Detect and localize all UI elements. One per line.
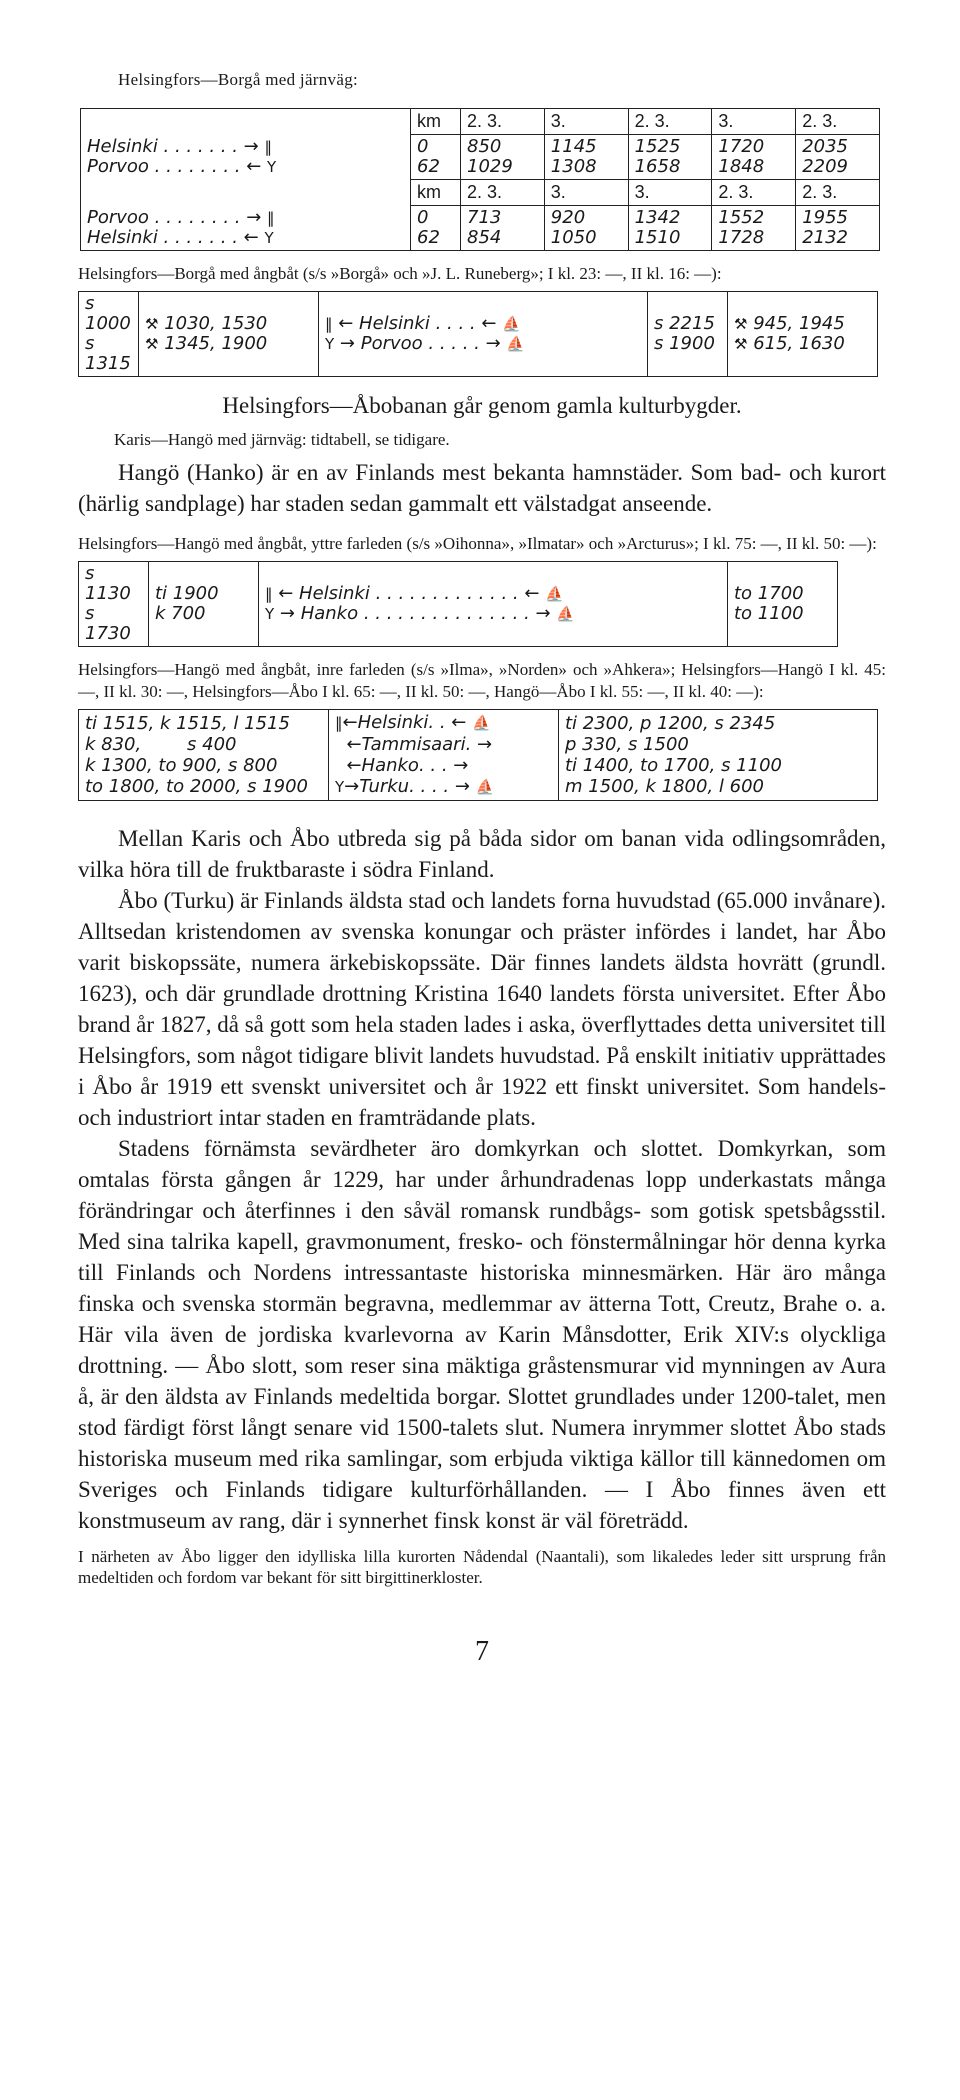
rail-heading: Helsingfors—Borgå med järnväg: [118,70,359,89]
crossed-hammers-icon: ⚒ [734,335,748,353]
station-label: ← Helsinki . . . . ← [338,313,497,334]
time-value: k 1300, to 900, s 800 [85,755,278,776]
time-value: to 1100 [734,603,804,624]
table-header: 3. [544,180,628,206]
table-row [81,135,880,180]
station-label: ←Tammisaari. → [346,734,493,755]
station-label: Porvoo . . . . . . . . ← [87,156,262,177]
time-value: 945, 1945 [753,313,845,334]
time-cell [628,135,712,180]
station-label: Helsinki . . . . . . . → [87,136,259,157]
station-label: ← Helsinki . . . . . . . . . . . . . ← [278,583,540,604]
station-label: ←Hanko. . . → [346,755,469,776]
rail-symbol-icon: Y [335,778,345,796]
time-value: 920 [550,207,586,228]
time-value: 2035 [802,136,848,157]
time-value: s 1900 [654,333,715,354]
paragraph: Stadens förnämsta sevärdheter äro domkyrkan och slottet. Domkyrkan, som omtalas första gången år 1229, har under århundradenas lopp underkastats många förändringar och återfinnes i den såväl romansk rundbågs- som gotisk spetsbågsstil. Med sina talrika kapell, gravmonument, fresko- och fönstermålningar hör denna kyrka till Finlands och Nordens intressantaste historiska minnesmärken. Här äro många finska och svenska stormän begravna, medlemmar av ätterna Tott, Creutz, Brahe o. a. Här vila även de jordiska kvarlevorna av Karin Månsdotter, Erik XIV:s olyckliga drottning. — Åbo slott, som reser sina mäktiga gråstensmurar vid mynningen av Aura å, är den äldsta av Finlands medeltida borgar. Slottet grundlades under 1200-talet, men stod färdigt först långt senare vid 1500-talets slut. Numera inrymmer slottet Åbo stads historiska museum med rika samlingar, som erbjuda viktiga källor till kännedomen om Sveriges och Finlands tidigare kulturförhållanden. — I Åbo finnes även ett konstmuseum av rang, där i synnerhet finsk konst är väl företrädd. [78,1136,886,1533]
note-boat-borga: Helsingfors—Borgå med ångbåt (s/s »Borgå» och »J. L. Runeberg»; I kl. 23: —, II kl. 16: —): [78,264,722,283]
ship-icon: ⛵ [556,605,575,623]
time-value: 850 [467,136,502,157]
rail-header-row-1 [81,109,880,135]
ship-icon: ⛵ [475,778,495,796]
time-cell [544,135,628,180]
table-header: 2. 3. [712,180,796,206]
time-cell [728,562,838,647]
time-value: to 1700 [734,583,804,604]
table-header: 2. 3. [796,180,880,206]
station-label: →Turku. . . . → [344,776,470,797]
table-header: 3. [712,109,796,135]
station-label: Porvoo . . . . . . . . → [87,206,262,228]
table-header: 2. 3. [461,180,545,206]
station-label: → Porvoo . . . . . → [339,333,501,354]
time-cell [728,292,878,377]
station-cell [319,292,648,377]
station-label: ←Helsinki. . ← [342,712,467,733]
time-value: s 1130 [85,563,131,604]
station-cell [81,135,411,180]
rail-symbol-icon: Y [265,605,275,623]
small-note-nadendal: I närheten av Åbo ligger den idylliska lilla kurorten Nådendal (Naantali), som likaledes leder sitt ursprung från medeltiden och fordom var bekant för sitt birgittinerkloster. [78,1547,886,1587]
time-value: k 700 [155,603,206,624]
time-cell [544,206,628,251]
ship-icon: ⛵ [506,335,526,353]
station-label: → Hanko . . . . . . . . . . . . . . . → [279,603,551,624]
time-value: 1345, 1900 [164,333,268,354]
km-cell [411,206,461,251]
table-header: km [411,109,461,135]
time-cell [79,562,149,647]
table-header: 3. [544,109,628,135]
time-value: 1525 [634,136,681,157]
time-value: 713 [467,207,502,228]
table-header: 2. 3. [628,109,712,135]
table-header: km [411,180,461,206]
time-value: 1342 [634,207,681,228]
time-value: 1029 [467,156,513,177]
time-value: 1728 [718,227,765,248]
table-header: 2. 3. [461,109,545,135]
time-cell [149,562,259,647]
station-cell [259,562,728,647]
time-value: 1510 [634,227,681,248]
rail-symbol-icon: ‖ [325,315,333,333]
km-value: 0 [417,136,429,157]
time-value: p 330, s 1500 [565,734,689,755]
ship-icon: ⛵ [472,714,491,732]
crossed-hammers-icon: ⚒ [145,335,159,353]
rail-symbol-icon: Y [264,228,274,247]
time-value: 1720 [718,136,765,157]
time-value: to 1800, to 2000, s 1900 [85,776,308,797]
rail-timetable [80,108,880,251]
time-cell [79,710,329,801]
time-value: 1848 [718,156,765,177]
note-karis: Karis—Hangö med järnväg: tidtabell, se tidigare. [114,430,450,449]
rail-header-row-2 [81,180,880,206]
paragraph: Mellan Karis och Åbo utbreda sig på båda sidor om banan vida odlingsområden, vilka höra till de fruktbaraste i södra Finland. [78,826,886,882]
km-value: 0 [417,207,429,228]
paragraph: Åbo (Turku) är Finlands äldsta stad och landets forna huvudstad (65.000 invånare). Alltsedan kristendomen av svenska konungar och präster infördes i landet, har Åbo varit biskopssäte, numera ärkebiskopssäte. Där finnes landets äldsta hovrätt (grundl. 1623), och där grundlade drottning Kristina 1640 landets första universitet. Efter Åbo brand år 1827, då så gott som hela staden lades i aska, överflyttades detta universitet till Helsingfors, som något tidigare blivit landets huvudstad. På enskilt initiativ upprättades i Åbo år 1919 ett svenskt universitet och år 1922 ett finskt universitet. Som handels- och industriort intar staden en framträdande plats. [78,888,886,1130]
time-value: s 400 [187,734,237,755]
main-text [78,823,886,1536]
table-row [79,562,838,647]
time-value: 2132 [802,227,848,248]
page-number: 7 [475,1636,489,1667]
time-cell [648,292,728,377]
boat-borga-table [78,291,878,377]
time-cell [139,292,319,377]
crossed-hammers-icon: ⚒ [734,315,748,333]
rail-symbol-icon: Y [325,335,335,353]
time-value: s 2215 [654,313,715,334]
ship-icon: ⛵ [502,315,521,333]
time-value: s 1000 [85,293,131,334]
rail-symbol-icon: ‖ [264,138,272,156]
time-value: ti 1400, to 1700, s 1100 [565,755,782,776]
time-value: 1030, 1530 [164,313,268,334]
station-cell [329,710,559,801]
time-value: 1658 [634,156,681,177]
table-row [81,206,880,251]
rail-symbol-icon: ‖ [265,585,273,603]
km-cell [411,135,461,180]
time-cell [461,135,545,180]
boat-hango-table [78,561,838,647]
rail-symbol-icon: ‖ [267,208,275,227]
rail-symbol-icon: Y [267,158,277,176]
time-value: 2209 [802,156,848,177]
page [78,70,886,1668]
table-header: 3. [628,180,712,206]
time-value: 1955 [802,207,848,228]
station-label: Helsinki . . . . . . . ← [87,226,259,248]
ship-icon: ⛵ [545,585,564,603]
time-cell [796,135,880,180]
note-boat-inner: Helsingfors—Hangö med ångbåt, inre farleden (s/s »Ilma», »Norden» och »Ahkera»; Helsingfors—Hangö I kl. 45: —, II kl. 30: —, Helsingfors—Åbo I kl. 65: —, II kl. 50: —, Hangö—Åbo I kl. 55: —, II kl. 40: —): [78,660,886,701]
km-value: 62 [417,227,440,248]
time-value: 1308 [550,156,597,177]
crossed-hammers-icon: ⚒ [145,315,159,333]
time-value: k 830, [85,734,142,755]
km-value: 62 [417,156,440,177]
time-cell [712,135,796,180]
time-cell [712,206,796,251]
time-value: 615, 1630 [753,333,845,354]
station-cell [81,206,411,251]
time-value: s 1730 [85,603,131,644]
time-cell [79,292,139,377]
rail-symbol-icon: ‖ [335,714,343,732]
time-value: ti 1900 [155,583,219,604]
note-boat-hango-outer: Helsingfors—Hangö med ångbåt, yttre farleden (s/s »Oihonna», »Ilmatar» och »Arcturus»; I kl. 75: —, II kl. 50: —): [78,534,877,553]
table-row [79,710,878,801]
table-header: 2. 3. [796,109,880,135]
time-value: ti 2300, p 1200, s 2345 [565,713,776,734]
inner-route-table [78,709,878,801]
time-value: s 1315 [85,333,131,374]
time-value: 854 [467,227,502,248]
time-cell [461,206,545,251]
time-value: m 1500, k 1800, l 600 [565,776,764,797]
section-heading-abo: Helsingfors—Åbobanan går genom gamla kulturbygder. [222,393,742,418]
table-row [79,292,878,377]
time-cell [559,710,878,801]
para-hango [78,457,886,519]
time-value: 1145 [550,136,597,157]
time-value: 1552 [718,207,765,228]
time-cell [796,206,880,251]
time-cell [628,206,712,251]
time-value: 1050 [550,227,597,248]
time-value: ti 1515, k 1515, l 1515 [85,713,290,734]
paragraph: Hangö (Hanko) är en av Finlands mest bekanta hamnstäder. Som bad- och kurort (härlig sandplage) har staden sedan gammalt ett välstadgat anseende. [78,460,886,516]
